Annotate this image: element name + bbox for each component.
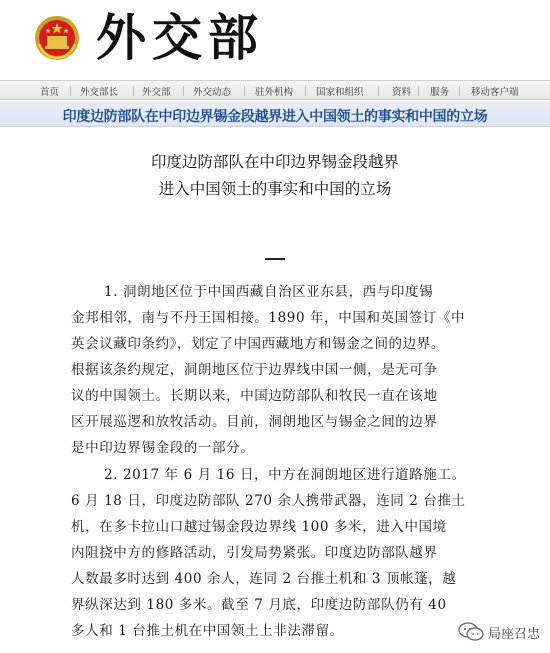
nav-item-services[interactable]: 服务 — [430, 87, 450, 98]
article-banner — [0, 101, 550, 127]
paragraph-line: 内阻挠中方的修路活动，引发局势紧张。印度边防部队越界 — [71, 545, 438, 561]
nav-item-resources[interactable]: 资料 — [392, 87, 412, 98]
site-header — [0, 0, 550, 78]
paragraph-line: 多人和 1 台推土机在中国领土上非法滞留。 — [71, 623, 344, 639]
nav-item-mobile[interactable]: 移动客户端 — [471, 87, 519, 98]
paragraph-line: 1. 洞朗地区位于中国西藏自治区亚东县，西与印度锡 — [104, 284, 434, 300]
paragraph-line: 机，在多卡拉山口越过锡金段边界线 100 多米，进入中国境 — [71, 519, 447, 535]
nav-item-missions[interactable]: 驻外机构 — [255, 87, 294, 98]
account-watermark — [454, 617, 544, 647]
nav-item-minister[interactable]: 外交部长 — [80, 87, 119, 98]
paragraph-line: 英会议藏印条约》，划定了中国西藏地方和锡金之间的边界。 — [71, 336, 445, 352]
nav-item-home[interactable]: 首页 — [40, 87, 60, 98]
paragraph-line: 金邦相邻，南与不丹王国相接。1890 年，中国和英国签订《中 — [71, 310, 466, 326]
paragraph-line: 界纵深达到 180 多米。截至 7 月底，印度边防部队仍有 40 — [71, 597, 447, 613]
paragraph-line: 根据该条约规定，洞朗地区位于边界线中国一侧，是无可争 — [71, 362, 438, 378]
national-emblem-icon — [33, 14, 81, 62]
watermark-text: 局座召忠 — [487, 626, 540, 642]
document-title-line-1: 印度边防部队在中印边界锡金段越界 — [150, 153, 399, 171]
wechat-icon — [458, 622, 484, 642]
paragraph-line: 区开展巡逻和放牧活动。目前，洞朗地区与锡金之间的边界 — [71, 414, 438, 430]
section-number-mark — [265, 258, 285, 260]
paragraph-line: 人数最多时达到 400 余人，连同 2 台推土机和 3 顶帐篷，越 — [71, 571, 457, 587]
site-logo-text[interactable]: 外交部 — [96, 8, 264, 67]
nav-item-ministry[interactable]: 外交部 — [142, 87, 171, 98]
banner-title: 印度边防部队在中印边界锡金段越界进入中国领土的事实和中国的立场 — [62, 109, 488, 125]
nav-item-news[interactable]: 外交动态 — [193, 87, 232, 98]
paragraph-line: 2. 2017 年 6 月 16 日，中方在洞朗地区进行道路施工。 — [104, 467, 466, 483]
main-nav — [0, 80, 550, 100]
nav-item-countries[interactable]: 国家和组织 — [316, 87, 364, 98]
document-title-line-2: 进入中国领土的事实和中国的立场 — [158, 180, 392, 198]
paragraph-line: 6 月 18 日，印度边防部队 270 余人携带武器，连同 2 台推土 — [71, 493, 466, 509]
paragraph-line: 是中印边界锡金段的一部分。 — [71, 440, 255, 456]
paragraph-line: 议的中国领土。长期以来，中国边防部队和牧民一直在该地 — [71, 388, 438, 404]
